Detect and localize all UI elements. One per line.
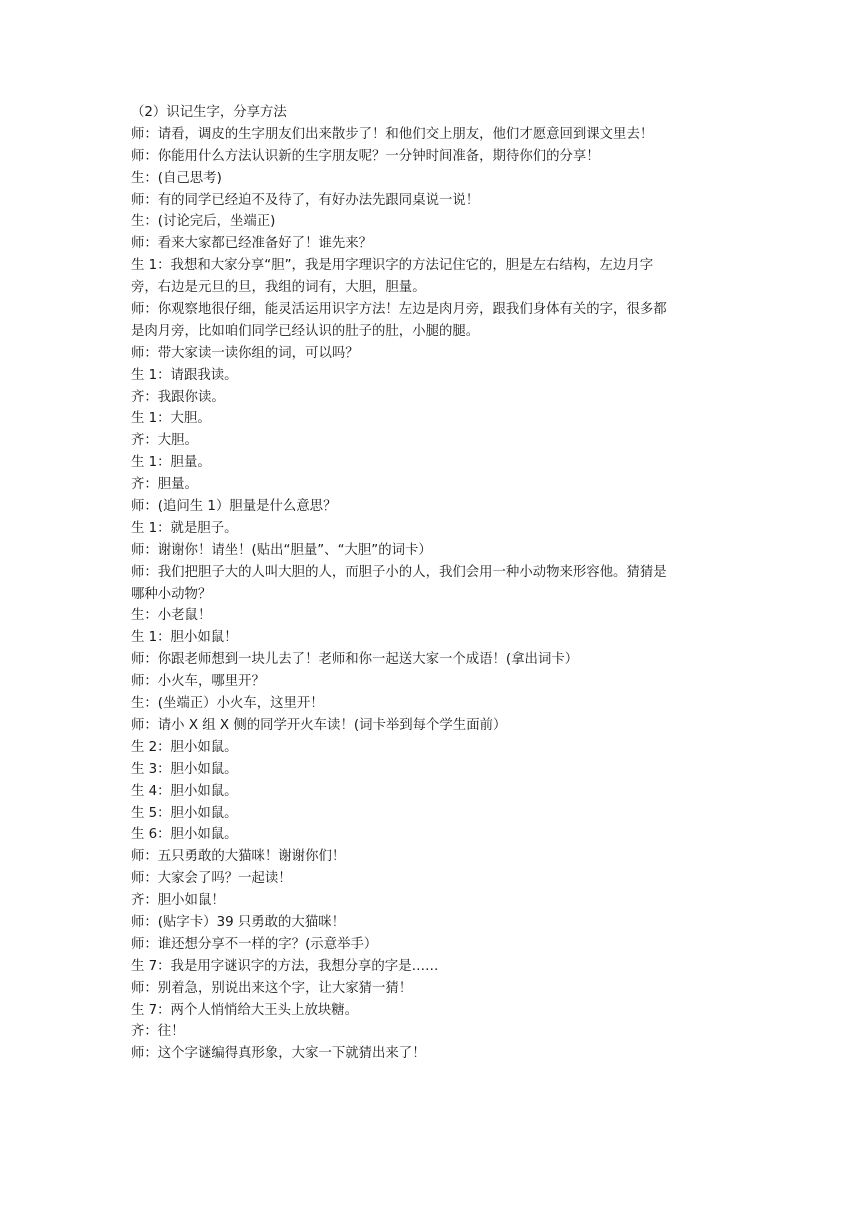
text-line: 师：(追问生 1）胆量是什么意思？	[131, 499, 337, 515]
text-line: 师：谁还想分享不一样的字？(示意举手）	[131, 936, 378, 952]
text-line: 师：小火车，哪里开？	[131, 674, 265, 690]
text-line: 生 1：胆量。	[131, 455, 211, 471]
text-line: 生 7：我是用字谜识字的方法，我想分享的字是……	[131, 958, 439, 974]
text-line: 师：谢谢你！请坐！(贴出“胆量”、“大胆”的词卡）	[131, 542, 432, 558]
text-line: 师：五只勇敢的大猫咪！谢谢你们！	[131, 849, 346, 865]
text-line: （2）识记生字，分享方法	[131, 105, 287, 120]
text-line: 师：我们把胆子大的人叫大胆的人，而胆子小的人，我们会用一种小动物来形容他。猜猜是	[131, 564, 667, 580]
text-line: 齐：胆量。	[131, 477, 198, 493]
text-line: 生 4：胆小如鼠。	[131, 783, 238, 799]
text-line: 生 6：胆小如鼠。	[131, 827, 238, 843]
text-line: 生：(坐端正）小火车，这里开！	[131, 696, 324, 712]
text-line: 齐：胆小如鼠！	[131, 893, 225, 909]
text-line: 齐：往！	[131, 1024, 185, 1040]
text-line: 生 1：就是胆子。	[131, 520, 238, 536]
text-line: 师：带大家读一读你组的词，可以吗？	[131, 345, 359, 361]
text-line: 生 1：大胆。	[131, 411, 211, 427]
text-line: 齐：大胆。	[131, 433, 198, 449]
text-line: 师：请小 X 组 X 侧的同学开火车读！(词卡举到每个学生面前）	[131, 717, 507, 733]
text-line: 师：你观察地很仔细，能灵活运用识字方法！左边是肉月旁，跟我们身体有关的字，很多都	[131, 302, 667, 318]
text-line: 生 1：请跟我读。	[131, 367, 238, 383]
text-line: 生 2：胆小如鼠。	[131, 739, 238, 755]
text-line: 生：小老鼠！	[131, 608, 212, 624]
text-line: 师：请看，调皮的生字朋友们出来散步了！和他们交上朋友，他们才愿意回到课文里去！	[131, 126, 654, 142]
text-line: 师：看来大家都已经准备好了！谁先来？	[131, 236, 373, 252]
text-line: 齐：我跟你读。	[131, 389, 225, 405]
text-line: 是肉月旁，比如咱们同学已经认识的肚子的肚，小腿的腿。	[131, 323, 480, 339]
text-line: 师：有的同学已经迫不及待了，有好办法先跟同桌说一说！	[131, 192, 480, 208]
text-line: 师：你跟老师想到一块儿去了！老师和你一起送大家一个成语！(拿出词卡）	[131, 652, 579, 668]
text-line: 师：大家会了吗？一起读！	[131, 871, 292, 887]
text-line: 生 1：我想和大家分享“胆”，我是用字理识字的方法记住它的，胆是左右结构，左边月字	[131, 258, 654, 274]
text-line: 师：别着急，别说出来这个字，让大家猜一猜！	[131, 980, 413, 996]
text-line: 师：(贴字卡）39 只勇敢的大猫咪！	[131, 914, 345, 930]
text-line: 师：你能用什么方法认识新的生字朋友呢？一分钟时间准备，期待你们的分享！	[131, 148, 600, 164]
text-line: 生：(讨论完后，坐端正)	[131, 214, 276, 230]
text-line: 师：这个字谜编得真形象，大家一下就猜出来了！	[131, 1046, 426, 1062]
text-line: 生：(自己思考)	[131, 170, 222, 186]
text-line: 哪种小动物？	[131, 586, 212, 602]
text-line: 生 1：胆小如鼠！	[131, 630, 238, 646]
document-body	[131, 102, 739, 1065]
text-line: 生 7：两个人悄悄给大王头上放块糖。	[131, 1002, 359, 1018]
text-line: 生 5：胆小如鼠。	[131, 805, 238, 821]
text-line: 旁，右边是元旦的旦，我组的词有，大胆，胆量。	[131, 280, 426, 296]
text-line: 生 3：胆小如鼠。	[131, 761, 238, 777]
